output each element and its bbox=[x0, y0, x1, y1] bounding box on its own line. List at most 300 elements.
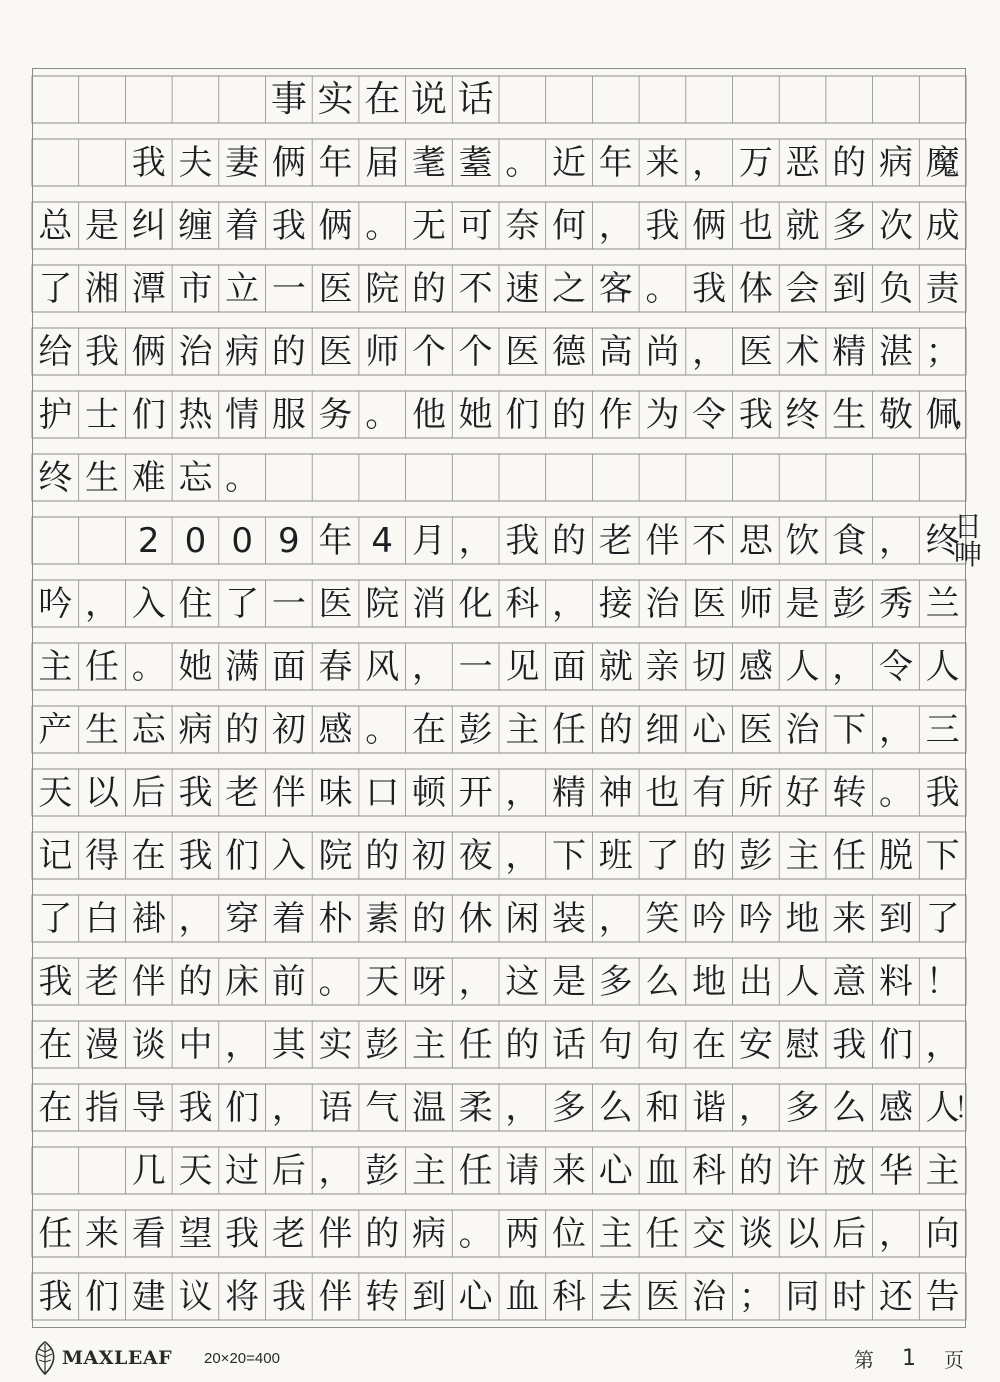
page-number: 1 bbox=[902, 1346, 916, 1371]
essay-char: 温 bbox=[411, 1087, 446, 1128]
essay-char: 笑 bbox=[645, 898, 680, 939]
essay-char bbox=[686, 454, 733, 501]
essay-char: ， bbox=[225, 1024, 260, 1065]
essay-char: 我 bbox=[271, 205, 306, 246]
essay-char bbox=[32, 139, 79, 186]
essay-char: 许 bbox=[785, 1150, 820, 1191]
essay-char: 俩 bbox=[318, 205, 353, 246]
essay-char: 市 bbox=[178, 268, 213, 309]
essay-char: 的 bbox=[505, 1024, 540, 1065]
essay-char bbox=[452, 454, 499, 501]
essay-char: 我 bbox=[131, 142, 166, 183]
essay-char: 医 bbox=[505, 331, 540, 372]
essay-char: 科 bbox=[552, 1276, 587, 1317]
essay-char: ， bbox=[505, 835, 540, 876]
essay-char: 就 bbox=[598, 646, 633, 687]
essay-char: 。 bbox=[225, 457, 260, 498]
essay-char: 这 bbox=[505, 961, 540, 1002]
essay-char bbox=[779, 454, 826, 501]
essay-char bbox=[266, 454, 313, 501]
essay-char: 耄 bbox=[411, 142, 446, 183]
essay-char: 终 bbox=[38, 457, 73, 498]
essay-char: 着 bbox=[225, 205, 260, 246]
essay-char: 还 bbox=[878, 1276, 913, 1317]
essay-char: 会 bbox=[785, 268, 820, 309]
essay-char: 任 bbox=[38, 1213, 73, 1254]
essay-char bbox=[79, 139, 126, 186]
essay-char: 为 bbox=[645, 394, 680, 435]
essay-char: 前 bbox=[271, 961, 306, 1002]
essay-char: 入 bbox=[131, 583, 166, 624]
essay-char: 血 bbox=[645, 1150, 680, 1191]
essay-char: 在 bbox=[692, 1024, 727, 1065]
essay-char: 呀 bbox=[411, 961, 446, 1002]
essay-char: 恶 bbox=[785, 142, 820, 183]
essay-char: 感 bbox=[318, 709, 353, 750]
essay-char: 医 bbox=[318, 268, 353, 309]
essay-line bbox=[32, 454, 966, 501]
essay-char: 心 bbox=[458, 1276, 493, 1317]
essay-char: 潭 bbox=[131, 268, 166, 309]
essay-char: 实 bbox=[318, 1024, 353, 1065]
page-footer bbox=[0, 1340, 1000, 1380]
essay-char: 主 bbox=[598, 1213, 633, 1254]
essay-char bbox=[32, 1147, 79, 1194]
essay-char: 精 bbox=[552, 772, 587, 813]
essay-char: 的 bbox=[692, 835, 727, 876]
essay-char: 天 bbox=[178, 1150, 213, 1191]
essay-char: 4 bbox=[371, 520, 394, 561]
essay-char: 们 bbox=[131, 394, 166, 435]
essay-char: 们 bbox=[878, 1024, 913, 1065]
essay-char: 心 bbox=[598, 1150, 633, 1191]
essay-char: 来 bbox=[552, 1150, 587, 1191]
essay-char: 着 bbox=[271, 898, 306, 939]
essay-char: 任 bbox=[85, 646, 120, 687]
essay-char: 褂 bbox=[131, 898, 166, 939]
essay-char: 护 bbox=[38, 394, 73, 435]
essay-char: ， bbox=[178, 898, 213, 939]
essay-char: 令 bbox=[878, 646, 913, 687]
essay-char: 后 bbox=[271, 1150, 306, 1191]
essay-char: 我 bbox=[271, 1276, 306, 1317]
essay-char: 时 bbox=[832, 1276, 867, 1317]
essay-char: 以 bbox=[85, 772, 120, 813]
essay-char: 床 bbox=[225, 961, 260, 1002]
essay-char: 了 bbox=[925, 898, 960, 939]
essay-char: 好 bbox=[785, 772, 820, 813]
essay-char: 一 bbox=[271, 268, 306, 309]
essay-char: 。 bbox=[131, 646, 166, 687]
essay-char: 彭 bbox=[458, 709, 493, 750]
essay-char: 。 bbox=[505, 142, 540, 183]
essay-char: 医 bbox=[645, 1276, 680, 1317]
essay-char: 出 bbox=[738, 961, 773, 1002]
essay-char: ， bbox=[878, 520, 913, 561]
essay-char: 治 bbox=[645, 583, 680, 624]
essay-char: 到 bbox=[878, 898, 913, 939]
essay-char: 面 bbox=[552, 646, 587, 687]
essay-char: 后 bbox=[131, 772, 166, 813]
essay-char: ， bbox=[85, 583, 120, 624]
essay-char: ； bbox=[925, 331, 960, 372]
essay-char: 湛 bbox=[878, 331, 913, 372]
essay-char: 华 bbox=[878, 1150, 913, 1191]
essay-char bbox=[639, 454, 686, 501]
essay-char: 伴 bbox=[318, 1276, 353, 1317]
essay-char: 也 bbox=[645, 772, 680, 813]
essay-line bbox=[32, 265, 966, 312]
essay-char: 彭 bbox=[365, 1150, 400, 1191]
essay-char: 们 bbox=[85, 1276, 120, 1317]
essay-char: 主 bbox=[925, 1150, 960, 1191]
essay-line bbox=[32, 139, 966, 186]
essay-line bbox=[32, 1147, 966, 1194]
essay-char: 彭 bbox=[738, 835, 773, 876]
essay-char: 们 bbox=[505, 394, 540, 435]
essay-char: ， bbox=[271, 1087, 306, 1128]
essay-char: 是 bbox=[552, 961, 587, 1002]
essay-char: 伴 bbox=[318, 1213, 353, 1254]
essay-char: 么 bbox=[645, 961, 680, 1002]
essay-line bbox=[32, 1084, 983, 1131]
essay-char: 也 bbox=[738, 205, 773, 246]
essay-char: 语 bbox=[318, 1087, 353, 1128]
essay-char: 。 bbox=[365, 205, 400, 246]
essay-char: 看 bbox=[131, 1213, 166, 1254]
essay-char: 的 bbox=[832, 142, 867, 183]
essay-line bbox=[32, 202, 966, 249]
essay-char: 彭 bbox=[365, 1024, 400, 1065]
essay-char: 0 bbox=[231, 520, 253, 561]
essay-char: 素 bbox=[365, 898, 400, 939]
brand-name: MAXLEAF bbox=[62, 1347, 173, 1369]
essay-char: 切 bbox=[692, 646, 727, 687]
essay-char bbox=[359, 454, 406, 501]
essay-char: ， bbox=[411, 646, 446, 687]
essay-char: 来 bbox=[85, 1213, 120, 1254]
essay-char: 感 bbox=[878, 1087, 913, 1128]
essay-char: 万 bbox=[738, 142, 773, 183]
essay-char: 任 bbox=[458, 1024, 493, 1065]
essay-char: 感 bbox=[738, 646, 773, 687]
essay-char: 人 bbox=[785, 961, 820, 1002]
essay-char: 白 bbox=[85, 898, 120, 939]
essay-char: 初 bbox=[411, 835, 446, 876]
essay-char: 无 bbox=[411, 205, 446, 246]
essay-char: 主 bbox=[411, 1024, 446, 1065]
essay-char: 终 bbox=[785, 394, 820, 435]
leaf-logo-icon bbox=[30, 1340, 60, 1376]
essay-line bbox=[32, 832, 966, 879]
essay-char: 我 bbox=[925, 772, 960, 813]
essay-char: 人 bbox=[925, 646, 960, 687]
essay-line bbox=[32, 643, 966, 690]
essay-char: 议 bbox=[178, 1276, 213, 1317]
essay-char: 奈 bbox=[505, 205, 540, 246]
title-char bbox=[733, 76, 780, 123]
essay-char: 医 bbox=[738, 331, 773, 372]
essay-char bbox=[826, 454, 873, 501]
essay-line bbox=[32, 1021, 966, 1068]
essay-char: 有 bbox=[692, 772, 727, 813]
essay-char: 望 bbox=[178, 1213, 213, 1254]
essay-char: 耋 bbox=[458, 142, 493, 183]
essay-char bbox=[499, 454, 546, 501]
essay-char: 产 bbox=[38, 709, 73, 750]
overflow-char: ， bbox=[954, 397, 983, 431]
essay-char: 请 bbox=[505, 1150, 540, 1191]
essay-char: 伴 bbox=[645, 520, 680, 561]
essay-char bbox=[79, 517, 126, 564]
essay-char: 生 bbox=[85, 457, 120, 498]
essay-char: 2 bbox=[137, 520, 160, 561]
essay-line bbox=[32, 328, 966, 375]
essay-char: 不 bbox=[458, 268, 493, 309]
essay-char: 年 bbox=[598, 142, 633, 183]
essay-char bbox=[592, 454, 639, 501]
essay-char: 后 bbox=[832, 1213, 867, 1254]
essay-char: 下 bbox=[832, 709, 867, 750]
essay-char: 安 bbox=[738, 1024, 773, 1065]
essay-char: 三 bbox=[925, 709, 960, 750]
essay-char: 老 bbox=[225, 772, 260, 813]
essay-char: 病 bbox=[178, 709, 213, 750]
essay-char: 医 bbox=[692, 583, 727, 624]
essay-char bbox=[733, 454, 780, 501]
essay-char: 谈 bbox=[738, 1213, 773, 1254]
essay-char: 以 bbox=[785, 1213, 820, 1254]
essay-char: 医 bbox=[738, 709, 773, 750]
essay-char: 入 bbox=[271, 835, 306, 876]
essay-char: 老 bbox=[85, 961, 120, 1002]
essay-char: 客 bbox=[598, 268, 633, 309]
essay-char: 神 bbox=[598, 772, 633, 813]
essay-char: 意 bbox=[832, 961, 867, 1002]
essay-char: 的 bbox=[411, 268, 446, 309]
essay-char: 伴 bbox=[271, 772, 306, 813]
essay-char: 到 bbox=[832, 268, 867, 309]
essay-char: 谈 bbox=[131, 1024, 166, 1065]
essay-char: 慰 bbox=[785, 1024, 820, 1065]
page-number-label bbox=[854, 1344, 964, 1373]
essay-char: 德 bbox=[552, 331, 587, 372]
essay-char: 休 bbox=[458, 898, 493, 939]
essay-char: 多 bbox=[832, 205, 867, 246]
title-char bbox=[592, 76, 639, 123]
essay-char: 医 bbox=[318, 331, 353, 372]
essay-char: 的 bbox=[365, 1213, 400, 1254]
essay-char: 任 bbox=[552, 709, 587, 750]
essay-char: 月 bbox=[411, 520, 446, 561]
essay-char: 忘 bbox=[131, 709, 166, 750]
essay-char: 届 bbox=[365, 142, 400, 183]
essay-char: 的 bbox=[365, 835, 400, 876]
essay-char: 我 bbox=[38, 961, 73, 1002]
essay-char: 句 bbox=[598, 1024, 633, 1065]
title-char: 在 bbox=[364, 78, 401, 120]
essay-char: 治 bbox=[692, 1276, 727, 1317]
essay-char: 思 bbox=[738, 520, 773, 561]
essay-char: 我 bbox=[645, 205, 680, 246]
essay-char: 是 bbox=[85, 205, 120, 246]
overflow-char: ！ bbox=[954, 1090, 983, 1124]
essay-char: 可 bbox=[458, 205, 493, 246]
essay-char: 一 bbox=[458, 646, 493, 687]
overflow-char: 日呻 bbox=[954, 509, 983, 571]
essay-char: 面 bbox=[271, 646, 306, 687]
essay-char: 料 bbox=[878, 961, 913, 1002]
essay-char: 的 bbox=[552, 520, 587, 561]
essay-char: 服 bbox=[271, 394, 306, 435]
essay-char: 。 bbox=[365, 394, 400, 435]
title-char bbox=[919, 76, 966, 123]
essay-char: 满 bbox=[225, 646, 260, 687]
essay-char: 吟 bbox=[38, 583, 73, 624]
essay-char: 我 bbox=[178, 1087, 213, 1128]
essay-char: 俩 bbox=[271, 142, 306, 183]
essay-char: 过 bbox=[225, 1150, 260, 1191]
essay-char: 在 bbox=[38, 1024, 73, 1065]
essay-char: 俩 bbox=[692, 205, 727, 246]
essay-char: ， bbox=[878, 709, 913, 750]
essay-char: 装 bbox=[552, 898, 587, 939]
essay-char: 生 bbox=[832, 394, 867, 435]
essay-char: 。 bbox=[645, 268, 680, 309]
title-char bbox=[219, 76, 266, 123]
essay-char: 主 bbox=[38, 646, 73, 687]
essay-char: 转 bbox=[365, 1276, 400, 1317]
title-char bbox=[826, 76, 873, 123]
essay-char: 告 bbox=[925, 1276, 960, 1317]
essay-char: 高 bbox=[598, 331, 633, 372]
essay-line bbox=[32, 76, 966, 123]
essay-char: 主 bbox=[411, 1150, 446, 1191]
essay-char: 任 bbox=[458, 1150, 493, 1191]
essay-char: 她 bbox=[178, 646, 213, 687]
essay-char: 话 bbox=[552, 1024, 587, 1065]
essay-char: ， bbox=[598, 205, 633, 246]
essay-char: 兰 bbox=[925, 583, 960, 624]
essay-char: 任 bbox=[645, 1213, 680, 1254]
essay-char: 位 bbox=[552, 1213, 587, 1254]
essay-char: 导 bbox=[131, 1087, 166, 1128]
essay-char: 终 bbox=[925, 520, 960, 561]
title-char: 事 bbox=[270, 78, 307, 120]
essay-char bbox=[32, 517, 79, 564]
essay-char: 交 bbox=[692, 1213, 727, 1254]
essay-char: 不 bbox=[692, 520, 727, 561]
essay-line bbox=[32, 1210, 966, 1257]
essay-char: ； bbox=[738, 1276, 773, 1317]
essay-char: 魔 bbox=[925, 142, 960, 183]
essay-char: 朴 bbox=[318, 898, 353, 939]
essay-char: 我 bbox=[738, 394, 773, 435]
essay-line bbox=[32, 706, 966, 753]
essay-char: 细 bbox=[645, 709, 680, 750]
essay-char: 速 bbox=[505, 268, 540, 309]
essay-char: 院 bbox=[365, 268, 400, 309]
essay-char: 穿 bbox=[225, 898, 260, 939]
essay-char: 和 bbox=[645, 1087, 680, 1128]
essay-char: 年 bbox=[318, 142, 353, 183]
essay-char: 其 bbox=[271, 1024, 306, 1065]
essay-char: 术 bbox=[785, 331, 820, 372]
essay-char: 春 bbox=[318, 646, 353, 687]
essay-char: 见 bbox=[505, 646, 540, 687]
essay-char: 作 bbox=[598, 394, 633, 435]
essay-char: 士 bbox=[85, 394, 120, 435]
essay-char bbox=[312, 454, 359, 501]
essay-line bbox=[32, 958, 966, 1005]
essay-char: 来 bbox=[645, 142, 680, 183]
essay-char bbox=[919, 454, 966, 501]
essay-char: ， bbox=[505, 1087, 540, 1128]
essay-char: 成 bbox=[925, 205, 960, 246]
essay-char: 一 bbox=[271, 583, 306, 624]
essay-char: 精 bbox=[832, 331, 867, 372]
essay-char: 的 bbox=[178, 961, 213, 1002]
essay-char: 个 bbox=[458, 331, 493, 372]
essay-char: 的 bbox=[271, 331, 306, 372]
essay-char: 我 bbox=[225, 1213, 260, 1254]
essay-char: 夫 bbox=[178, 142, 213, 183]
essay-char: 老 bbox=[598, 520, 633, 561]
essay-char: 血 bbox=[505, 1276, 540, 1317]
essay-char bbox=[406, 454, 453, 501]
essay-char: 多 bbox=[552, 1087, 587, 1128]
essay-char: 病 bbox=[878, 142, 913, 183]
essay-char: 么 bbox=[598, 1087, 633, 1128]
essay-char: 纠 bbox=[131, 205, 166, 246]
essay-char: 的 bbox=[411, 898, 446, 939]
essay-char: 9 bbox=[278, 520, 300, 561]
essay-char: 。 bbox=[365, 709, 400, 750]
title-char: 实 bbox=[317, 78, 354, 120]
essay-char: 令 bbox=[692, 394, 727, 435]
essay-char: 我 bbox=[178, 835, 213, 876]
title-char: 说 bbox=[410, 78, 447, 120]
title-char bbox=[79, 76, 126, 123]
essay-char: 科 bbox=[505, 583, 540, 624]
essay-char: 几 bbox=[131, 1150, 166, 1191]
essay-char: 人 bbox=[785, 646, 820, 687]
essay-char: 谐 bbox=[692, 1087, 727, 1128]
essay-char: 闲 bbox=[505, 898, 540, 939]
essay-char: 了 bbox=[645, 835, 680, 876]
essay-char: ， bbox=[598, 898, 633, 939]
essay-char: 师 bbox=[738, 583, 773, 624]
essay-char: 给 bbox=[38, 331, 73, 372]
essay-char: 主 bbox=[505, 709, 540, 750]
essay-char: 的 bbox=[738, 1150, 773, 1191]
essay-char: 所 bbox=[738, 772, 773, 813]
essay-char: 吟 bbox=[692, 898, 727, 939]
essay-char: ， bbox=[692, 331, 727, 372]
essay-char: 住 bbox=[178, 583, 213, 624]
essay-char: ， bbox=[318, 1150, 353, 1191]
essay-char: 敬 bbox=[878, 394, 913, 435]
essay-char bbox=[79, 1147, 126, 1194]
essay-char: 治 bbox=[785, 709, 820, 750]
essay-char: 任 bbox=[832, 835, 867, 876]
essay-char: 向 bbox=[925, 1213, 960, 1254]
essay-char: 食 bbox=[832, 520, 867, 561]
essay-char: 指 bbox=[85, 1087, 120, 1128]
essay-char: 漫 bbox=[85, 1024, 120, 1065]
essay-char: 立 bbox=[225, 268, 260, 309]
essay-char bbox=[873, 454, 920, 501]
